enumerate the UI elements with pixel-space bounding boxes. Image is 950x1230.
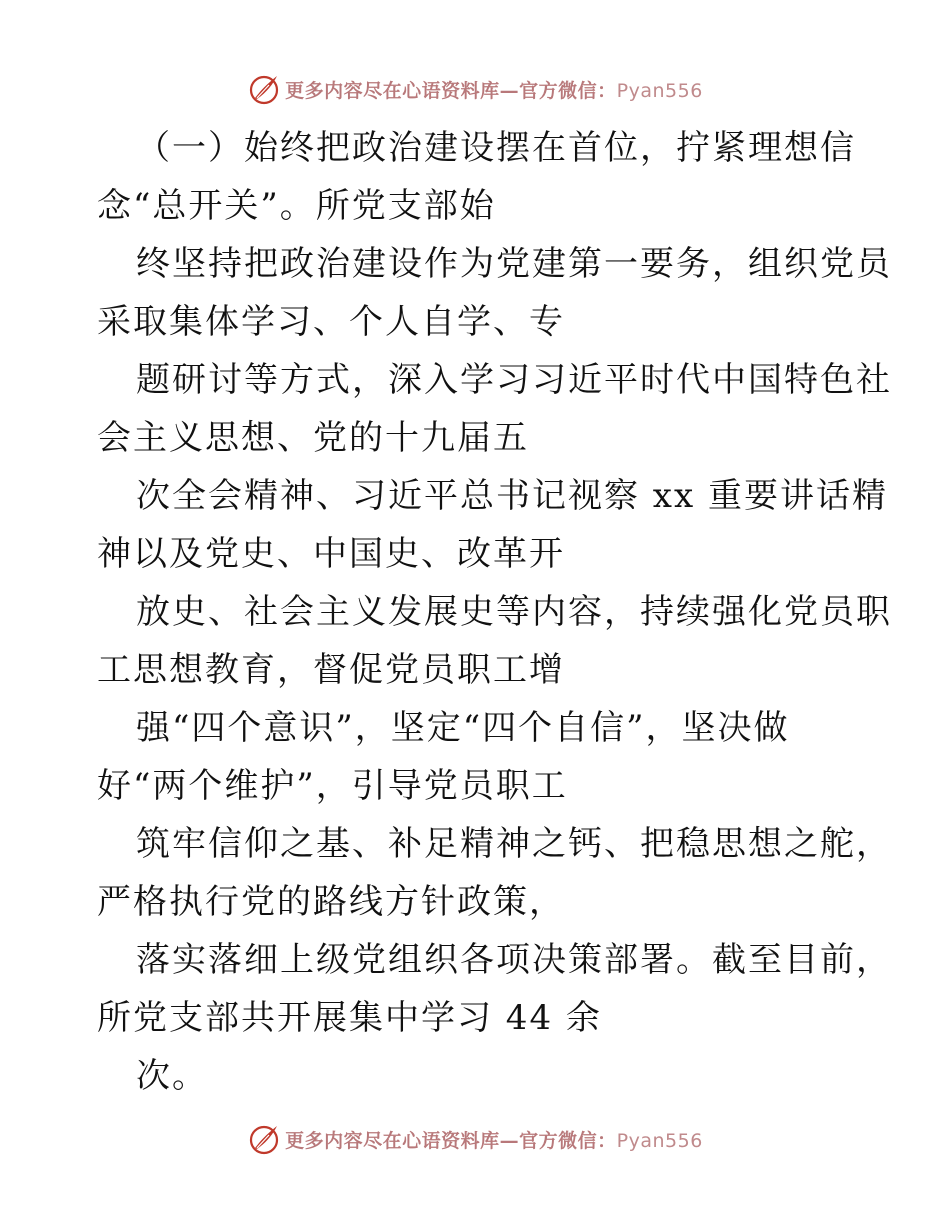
watermark-label: 更多内容尽在心语资料库—官方微信： bbox=[285, 1129, 617, 1152]
text-line: 题研讨等方式，深入学习习近平时代中国特色社 bbox=[136, 360, 892, 400]
watermark-text bbox=[285, 1126, 703, 1153]
text-line: 落实落细上级党组织各项决策部署。截至目前， bbox=[136, 940, 892, 980]
text-line: 终坚持把政治建设作为党建第一要务，组织党员 bbox=[136, 244, 892, 284]
watermark-wechat-id: Pyan556 bbox=[616, 1129, 703, 1152]
text-line: 采取集体学习、个人自学、专 bbox=[97, 302, 565, 342]
text-line: 放史、社会主义发展史等内容，持续强化党员职 bbox=[136, 592, 892, 632]
text-line: 所党支部共开展集中学习 44 余 bbox=[97, 998, 602, 1038]
text-line: 神以及党史、中国史、改革开 bbox=[97, 534, 565, 574]
text-line: 工思想教育，督促党员职工增 bbox=[97, 650, 565, 690]
text-line: 好“两个维护”，引导党员职工 bbox=[97, 766, 568, 806]
watermark-wechat-id: Pyan556 bbox=[616, 79, 703, 102]
text-line: （一）始终把政治建设摆在首位，拧紧理想信 bbox=[136, 128, 856, 168]
text-line: 筑牢信仰之基、补足精神之钙、把稳思想之舵， bbox=[136, 824, 892, 864]
footer-watermark bbox=[0, 1122, 950, 1156]
watermark-label: 更多内容尽在心语资料库—官方微信： bbox=[285, 79, 617, 102]
text-line: 次。 bbox=[136, 1056, 208, 1096]
text-line: 次全会精神、习近平总书记视察 xx 重要讲话精 bbox=[136, 476, 888, 516]
text-line: 念“总开关”。所党支部始 bbox=[97, 186, 496, 226]
text-line: 强“四个意识”，坚定“四个自信”，坚决做 bbox=[136, 708, 790, 748]
text-line: 会主义思想、党的十九届五 bbox=[97, 418, 529, 458]
feather-pen-logo-icon bbox=[247, 1122, 281, 1156]
text-line: 严格执行党的路线方针政策， bbox=[97, 882, 565, 922]
